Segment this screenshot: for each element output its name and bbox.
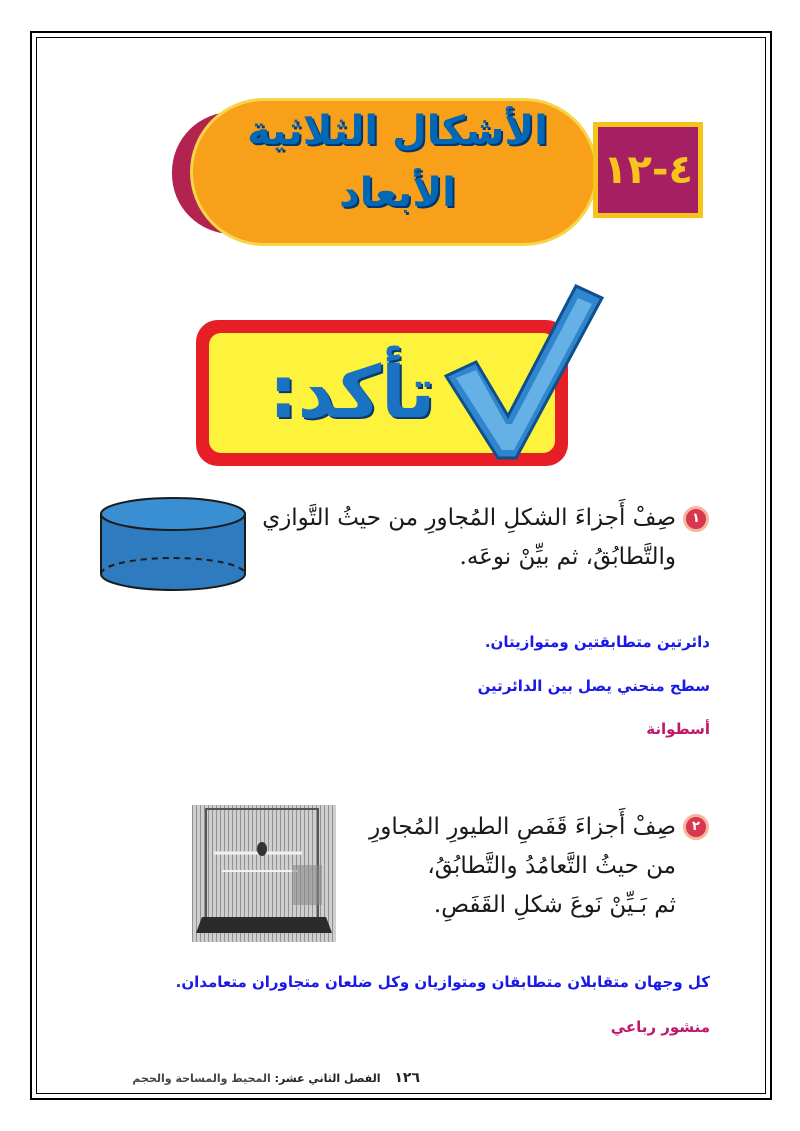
- lesson-title-line2: الأبعاد: [339, 170, 456, 216]
- exercise2-question-line3: ثم بَـيِّنْ نَوعَ شكلِ القَفَصِ.: [433, 892, 676, 918]
- lesson-title-line1: الأشكال الثلاثية: [247, 108, 548, 154]
- exercise2-question-line1: صِفْ أَجزاءَ قَفَصِ الطيورِ المُجاورِ: [369, 814, 676, 840]
- exercise2-question-line2: من حيثُ التَّعامُدُ والتَّطابُقُ،: [427, 853, 676, 879]
- exercise1-question: [260, 499, 676, 577]
- exercise1-answer2: سطح منحني يصل بين الدائرتين: [477, 677, 710, 695]
- exercise1-question-line2: والتَّطابُقُ، ثم بيِّنْ نوعَه.: [459, 544, 676, 570]
- exercise2-question: [350, 808, 676, 925]
- exercise1-bullet: ١: [683, 506, 709, 532]
- chapter-label: الفصل الثاني عشر:: [274, 1072, 381, 1085]
- check-banner-label: تأكد:: [268, 350, 436, 434]
- lesson-title: [205, 100, 590, 240]
- exercise2-bullet: ٢: [683, 814, 709, 840]
- exercise2-answer2: منشور رباعي: [610, 1018, 710, 1036]
- cylinder-illustration: [98, 494, 248, 596]
- exercise1-question-line1: صِفْ أَجزاءَ الشكلِ المُجاورِ من حيثُ التَّوازي: [262, 505, 676, 531]
- lesson-number-box: [593, 122, 703, 218]
- exercise1-answer3: أسطوانة: [646, 720, 710, 738]
- page-number: ١٢٦: [394, 1070, 420, 1086]
- checkmark-icon: [438, 276, 610, 466]
- page-footer: [40, 1070, 420, 1086]
- exercise2-answer1: كل وجهان متقابلان متطابقان ومتوازيان وكل ضلعان متجاوران متعامدان.: [175, 973, 710, 991]
- chapter-topic: المحيط والمساحة والحجم: [132, 1072, 271, 1085]
- exercise1-answer1: دائرتين متطابقتين ومتوازيتان.: [484, 633, 710, 651]
- bird-cage-photo: [192, 805, 336, 942]
- lesson-number: ٤-١٢: [603, 147, 693, 193]
